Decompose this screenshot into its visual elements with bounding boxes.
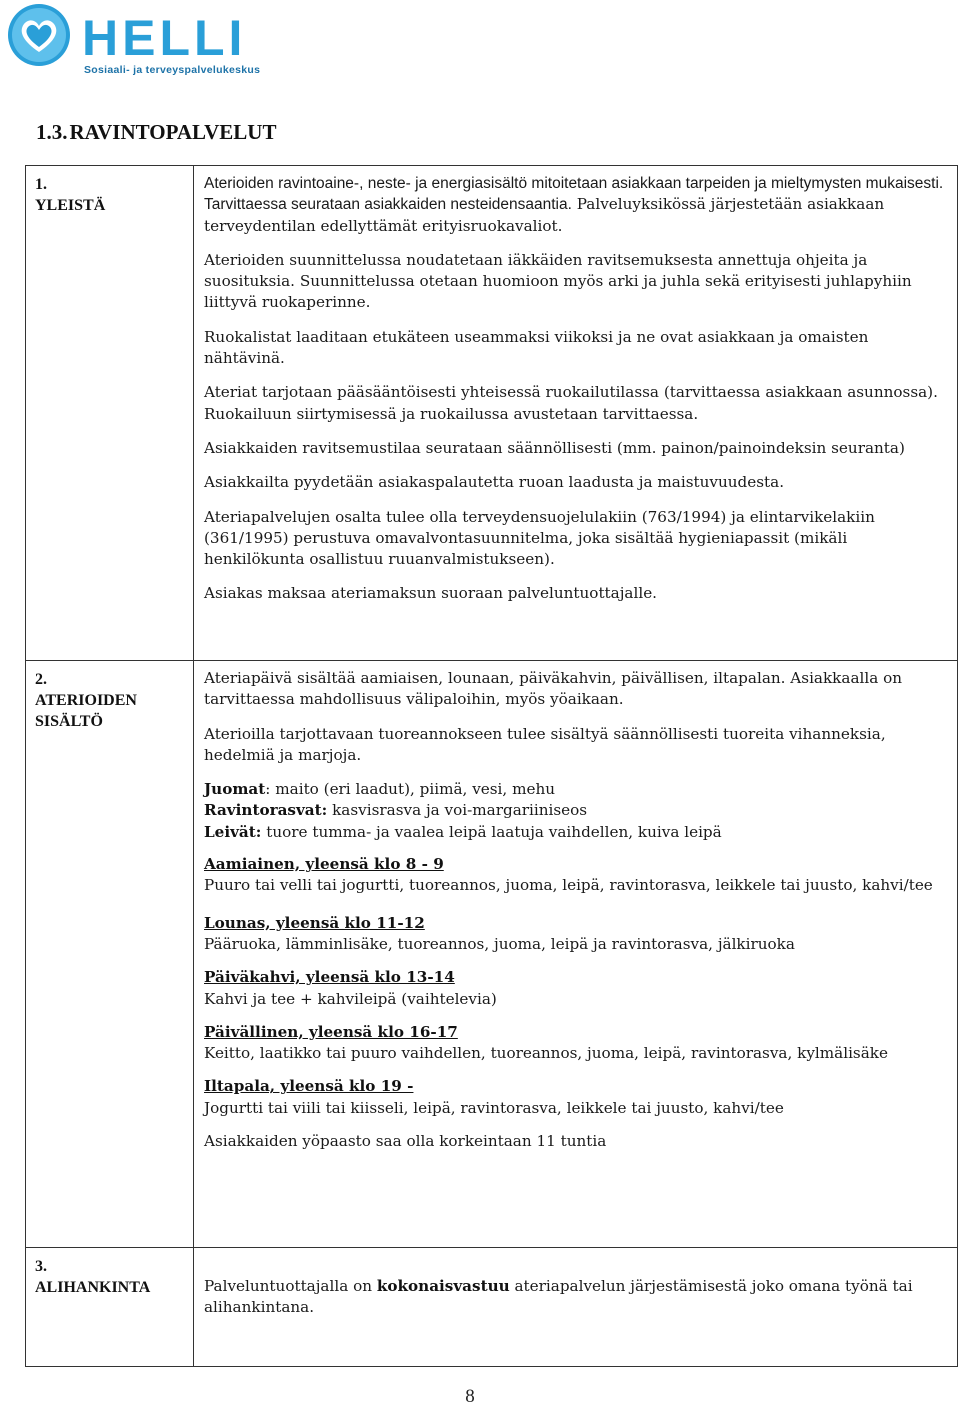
meal-entry: [204, 1022, 947, 1065]
row-label: ALIHANKINTA: [35, 1279, 151, 1296]
meal-title: Aamiainen, yleensä klo 8 - 9: [204, 855, 444, 874]
list-item: [204, 823, 722, 841]
section-heading: [36, 120, 276, 145]
item-separator: :: [265, 780, 271, 799]
list-item: [204, 801, 587, 819]
paragraph-text: Palveluyksikössä järjestetään asiakkaan terveydentilan edellyttämät erityisruokavaliot.: [204, 195, 885, 235]
paragraph: Asiakkailta pyydetään asiakaspalautetta ruoan laadusta ja maistuvuudesta.: [204, 473, 785, 492]
row-label: SISÄLTÖ: [35, 713, 103, 730]
page-number: 8: [465, 1386, 475, 1407]
table-row: [26, 166, 958, 661]
meal-entry: [204, 967, 947, 1010]
row-label-cell: [26, 1248, 194, 1367]
row-label-cell: [26, 661, 194, 1248]
meal-title: Päiväkahvi, yleensä klo 13-14: [204, 968, 455, 987]
paragraph-text-sans: Aterioiden ravintoaine-, neste- ja energiasisältö mitoitetaan asiakkaan tarpeiden ja mieltymysten mukaisesti. Tarvittaessa seurataan asiakkaiden nesteidensaantia.: [204, 175, 944, 214]
paragraph: Ateriat tarjotaan pääsääntöisesti yhteisessä ruokailutilassa (tarvittaessa asiakkaan asunnossa). Ruokailuun siirtymisessä ja ruokailussa avustetaan tarvittaessa.: [204, 383, 938, 423]
row-content-cell: [194, 661, 958, 1248]
meal-title: Iltapala, yleensä klo 19 -: [204, 1077, 414, 1096]
meal-entry: [204, 913, 947, 956]
meal-title: Lounas, yleensä klo 11-12: [204, 913, 425, 932]
row-number: 3.: [35, 1258, 47, 1275]
section-number: 1.3.: [36, 120, 68, 144]
item-label: Ravintorasvat:: [204, 801, 328, 820]
paragraph: Asiakas maksaa ateriamaksun suoraan palveluntuottajalle.: [204, 584, 658, 603]
paragraph: Ateriapäivä sisältää aamiaisen, lounaan, päiväkahvin, päivällisen, iltapalan. Asiakkaalla on tarvittaessa mahdollisuus välipaloihin, myös yöaikaan.: [204, 669, 903, 709]
item-list: [204, 779, 947, 843]
meal-entry: [204, 854, 947, 897]
item-text: kasvisrasva ja voi-margariiniseos: [327, 801, 588, 820]
item-text: maito (eri laadut), piimä, vesi, mehu: [270, 780, 556, 799]
paragraph-text: Palveluntuottajalla on: [204, 1277, 377, 1295]
paragraph: Asiakkaiden ravitsemustilaa seurataan säännöllisesti (mm. painon/painoindeksin seuranta): [204, 438, 905, 457]
row-content-cell: [194, 166, 958, 661]
content-table: [25, 165, 958, 1367]
list-item: [204, 780, 555, 798]
helli-logo: [6, 2, 261, 82]
meal-title: Päivällinen, yleensä klo 16-17: [204, 1022, 458, 1041]
meal-description: Puuro tai velli tai jogurtti, tuoreannos, juoma, leipä, ravintorasva, leikkele tai juusto, kahvi/tee: [204, 876, 933, 895]
meal-description: Pääruoka, lämminlisäke, tuoreannos, juoma, leipä ja ravintorasva, jälkiruoka: [204, 934, 795, 953]
paragraph: Asiakkaiden yöpaasto saa olla korkeintaan 11 tuntia: [204, 1132, 607, 1151]
meal-description: Kahvi ja tee + kahvileipä (vaihtelevia): [204, 989, 497, 1008]
paragraph: Aterioiden suunnittelussa noudatetaan iäkkäiden ravitsemuksesta annettuja ohjeita ja suosituksia. Suunnittelussa otetaan huomioon myös arki ja juhla sekä erityisesti juhlapyhiin liittyvä ruokaperinne.: [204, 250, 912, 312]
paragraph-text: ateriapalvelun järjestämisestä joko omana työnä tai alihankintana.: [204, 1277, 913, 1317]
paragraph: [204, 173, 947, 237]
row-number: 1.: [35, 176, 47, 193]
table-row: [26, 661, 958, 1248]
paragraph: Ruokalistat laaditaan etukäteen useammaksi viikoksi ja ne ovat asiakkaan ja omaisten nähtävinä.: [204, 327, 869, 368]
row-content-cell: [194, 1248, 958, 1367]
paragraph: [204, 1276, 947, 1319]
row-label: YLEISTÄ: [35, 197, 106, 214]
heart-icon: [6, 2, 72, 68]
meal-description: Keitto, laatikko tai puuro vaihdellen, tuoreannos, juoma, leipä, ravintorasva, kylmälisäke: [204, 1044, 888, 1063]
emphasis: kokonaisvastuu: [376, 1277, 510, 1295]
paragraph: Ateriapalvelujen osalta tulee olla terveydensuojelulakiin (763/1994) ja elintarvikelakiin (361/1995) perustuva omavalvontasuunnitelma, joka sisältää hygieniapassit (mikäli henkilökunta osallistuu ruuanvalmistukseen).: [204, 507, 875, 569]
section-title: RAVINTOPALVELUT: [69, 120, 277, 144]
meal-entry: [204, 1076, 947, 1119]
row-label: ATERIOIDEN: [35, 692, 137, 709]
table-row: [26, 1248, 958, 1367]
paragraph: Aterioilla tarjottavaan tuoreannokseen tulee sisältyä säännöllisesti tuoreita vihanneksia, hedelmiä ja marjoja.: [204, 724, 886, 764]
meal-description: Jogurtti tai viili tai kiisseli, leipä, ravintorasva, leikkele tai juusto, kahvi/tee: [204, 1098, 784, 1117]
logo-wordmark: HELLI: [82, 10, 247, 66]
item-label: Juomat: [204, 780, 266, 799]
row-number: 2.: [35, 671, 47, 688]
row-label-cell: [26, 166, 194, 661]
item-label: Leivät:: [204, 822, 262, 841]
item-text: tuore tumma- ja vaalea leipä laatuja vaihdellen, kuiva leipä: [261, 822, 722, 841]
logo-subtitle: Sosiaali- ja terveyspalvelukeskus: [84, 64, 261, 76]
